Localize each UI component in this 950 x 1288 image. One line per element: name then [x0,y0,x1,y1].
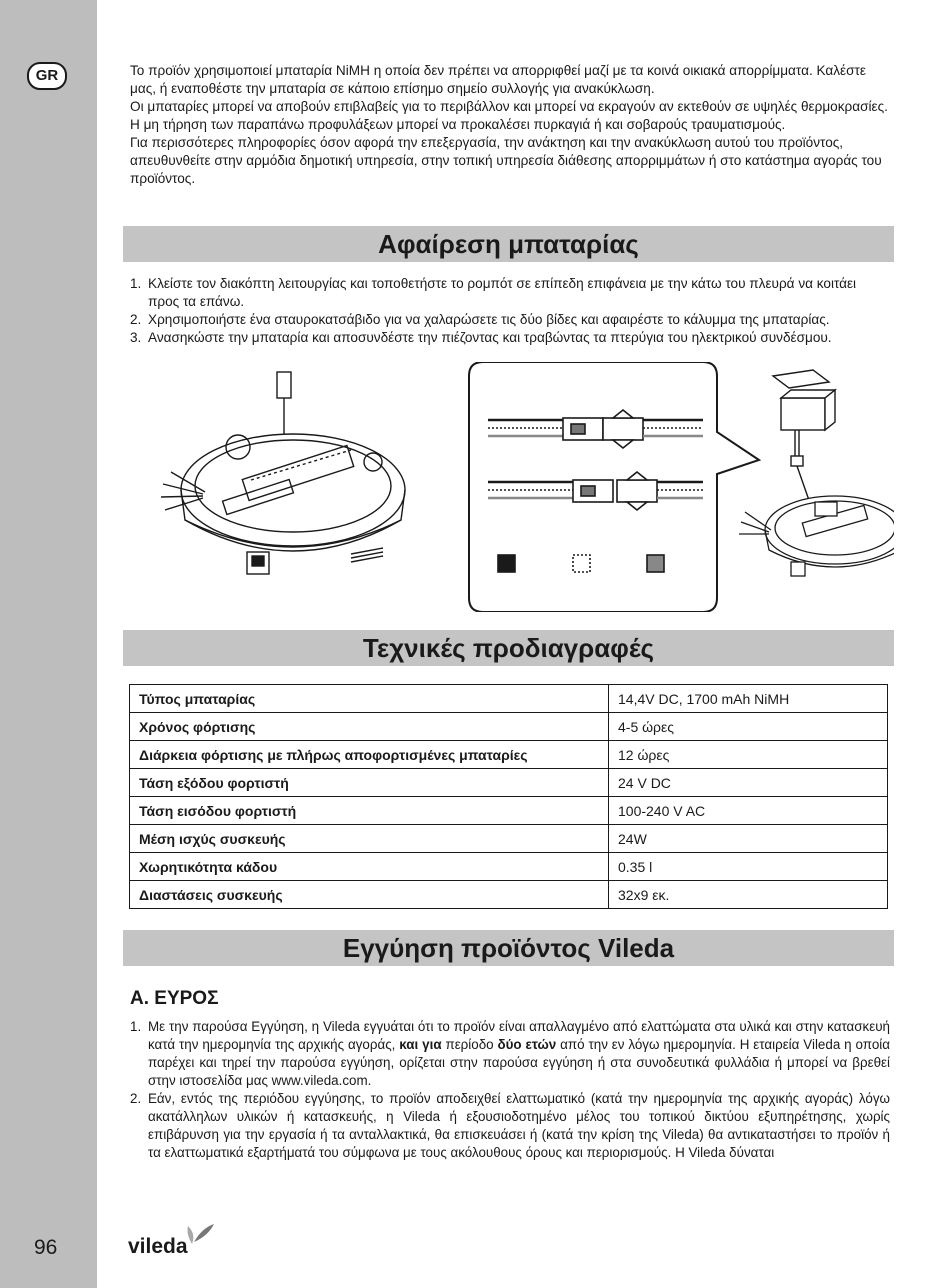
step-item [130,329,890,347]
table-row [130,881,888,909]
warranty-bold-text: και για [399,1037,442,1052]
table-row [130,741,888,769]
step-number: 3. [130,330,142,345]
warranty-bold-text: δύο ετών [497,1037,557,1052]
warranty-heading: Εγγύηση προϊόντος Vileda [123,930,894,966]
spec-value: 24W [609,825,888,853]
spec-label: Χρόνος φόρτισης [130,713,609,741]
step-text: Ανασηκώστε την μπαταρία και αποσυνδέστε την πιέζοντας και τραβώντας τα πτερύγια του ηλεκτρικού συνδέσμου. [148,330,832,345]
intro-paragraph: Το προϊόν χρησιμοποιεί μπαταρία NiMH η οποία δεν πρέπει να απορριφθεί μαζί με τα κοινά οικιακά απορρίμματα. Καλέστε μας, ή εναποθέστε την μπαταρία σε κάποιο επίσημο σημείο συλλογής για ανακύκλωση. [130,63,866,96]
warranty-terms-list [130,1018,890,1162]
warranty-item [130,1018,890,1090]
spec-value: 12 ώρες [609,741,888,769]
warranty-text: περίοδο [441,1037,498,1052]
table-row [130,685,888,713]
table-row [130,769,888,797]
step-item [130,311,890,329]
warranty-item-number: 2. [130,1091,142,1106]
page-number: 96 [34,1236,58,1259]
spec-value: 4-5 ώρες [609,713,888,741]
step-number: 1. [130,276,142,291]
table-row [130,797,888,825]
spec-label: Τύπος μπαταρίας [130,685,609,713]
warranty-scope-heading: Α. ΕΥΡΟΣ [130,988,219,1009]
warranty-text: από την εν λόγω ημερομηνία. Η εταιρεία Vileda η οποία παρέχει και τηρεί την παρούσα εγγύηση, ορίζεται στην παρούσα εγγύηση ή στα συνοδευτικά φυλλάδια ή μπορεί να βρεθεί στην ιστοσελίδα μας www.vileda.com. [148,1037,890,1088]
table-row [130,713,888,741]
language-badge: GR [27,62,67,90]
spec-value: 24 V DC [609,769,888,797]
battery-removal-heading: Αφαίρεση μπαταρίας [123,226,894,262]
intro-paragraph: Για περισσότερες πληροφορίες όσον αφορά την επεξεργασία, την ανάκτηση και την ανακύκλωση αυτού του προϊόντος, απευθυνθείτε στην αρμόδια δημοτική υπηρεσία, στην τοπική υπηρεσία διάθεσης απορριμμάτων ή στο κατάστημα αγοράς του προϊόντος. [130,135,882,186]
intro-paragraph: Η μη τήρηση των παραπάνω προφυλάξεων μπορεί να προκαλέσει πυρκαγιά ή και σοβαρούς τραυματισμούς. [130,117,786,132]
step-number: 2. [130,312,142,327]
spec-value: 32x9 εκ. [609,881,888,909]
step-item [130,275,890,311]
connector-detail-callout [469,362,759,612]
warranty-item-number: 1. [130,1019,142,1034]
vileda-logo [128,1222,218,1262]
spec-value: 0.35 l [609,853,888,881]
spec-label: Τάση εισόδου φορτιστή [130,797,609,825]
spec-label: Τάση εξόδου φορτιστή [130,769,609,797]
spec-label: Χωρητικότητα κάδου [130,853,609,881]
spec-label: Διάρκεια φόρτισης με πλήρως αποφορτισμένες μπαταρίες [130,741,609,769]
battery-removal-illustration [123,362,894,612]
spec-label: Διαστάσεις συσκευής [130,881,609,909]
tech-specs-table [129,684,888,909]
battery-removal-steps [130,275,890,347]
warranty-text: Εάν, εντός της περιόδου εγγύησης, το προϊόν αποδειχθεί ελαττωματικό (κατά την ημερομηνία της αρχικής αγοράς) λόγω ακατάλληλων υλικών ή κατασκευής, η Vileda ή εξουσιοδοτημένο μέλος του τοπικού δικτύου εξυπηρέτησης, χωρίς επιβάρυνση για την εργασία ή τα ανταλλακτικά, θα επισκευάσει ή (κατά την κρίση της Vileda) θα αντικαταστήσει το προϊόν ή τα ελαττωματικά εξαρτήματά του σύμφωνα με τους ακόλουθους όρους και περιορισμούς. Η Vileda δύναται [148,1091,890,1160]
step-text: Χρησιμοποιήστε ένα σταυροκατσάβιδο για να χαλαρώσετε τις δύο βίδες και αφαιρέστε το κάλυμμα της μπαταρίας. [148,312,830,327]
spec-value: 100-240 V AC [609,797,888,825]
battery-pack-drawing [773,370,835,506]
battery-disposal-notice [130,62,890,188]
spec-label: Μέση ισχύς συσκευής [130,825,609,853]
logo-text: vileda [128,1235,188,1258]
intro-paragraph: Οι μπαταρίες μπορεί να αποβούν επιβλαβείς για το περιβάλλον και μπορεί να εκραγούν αν εκτεθούν σε υψηλές θερμοκρασίες. [130,99,888,114]
table-row [130,853,888,881]
robot-underside-drawing [161,372,405,574]
tech-specs-heading: Τεχνικές προδιαγραφές [123,630,894,666]
robot-small-drawing [739,496,894,576]
sidebar [0,0,97,1288]
step-text: Κλείστε τον διακόπτη λειτουργίας και τοποθετήστε το ρομπότ σε επίπεδη επιφάνεια με την κάτω του πλευρά να κοιτάει προς τα επάνω. [148,276,857,309]
spec-value: 14,4V DC, 1700 mAh NiMH [609,685,888,713]
warranty-text: Με την παρούσα Εγγύηση, η Vileda εγγυάται ότι το προϊόν είναι απαλλαγμένο από ελαττώματα στα υλικά και στην κατασκευή κατά την ημερομηνία της αρχικής αγοράς, [148,1019,890,1052]
warranty-item [130,1090,890,1162]
table-row [130,825,888,853]
